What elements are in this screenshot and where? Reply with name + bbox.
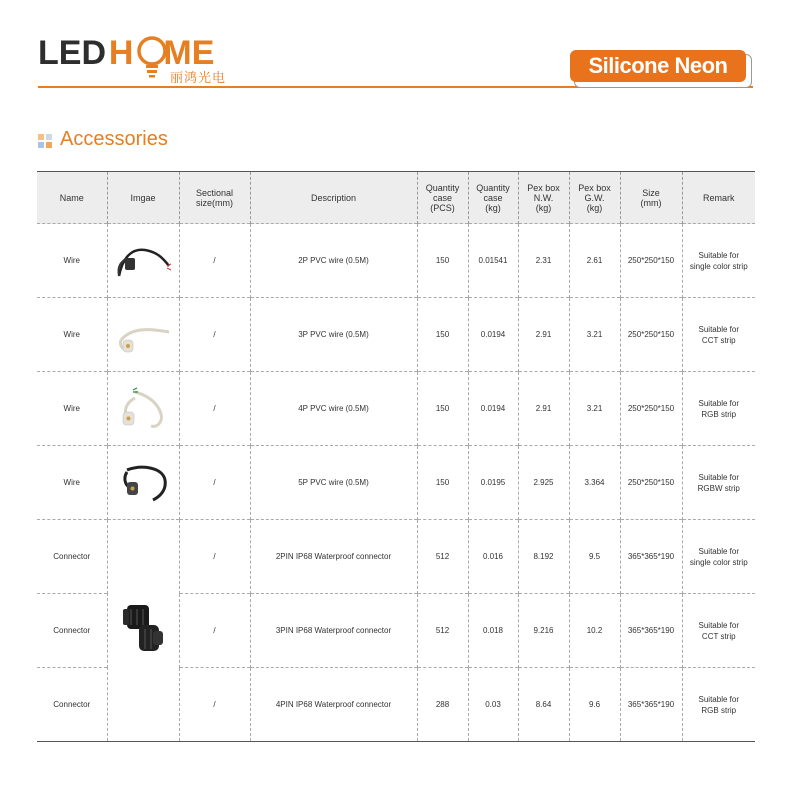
product-line-badge — [570, 50, 750, 84]
cell-gross-weight: 9.5 — [569, 520, 620, 594]
table-row — [37, 298, 755, 372]
wire-4p-icon — [113, 384, 173, 434]
cell-size: 250*250*150 — [620, 298, 682, 372]
cell-name: Wire — [37, 298, 107, 372]
lightbulb-icon — [136, 35, 168, 79]
header-name: Name — [37, 172, 107, 224]
cell-description: 4PIN IP68 Waterproof connector — [250, 668, 417, 742]
cell-gross-weight: 10.2 — [569, 594, 620, 668]
cell-remark: Suitable for RGB strip — [682, 372, 755, 446]
table-header-row — [37, 172, 755, 224]
header-size: Size (mm) — [620, 172, 682, 224]
cell-description: 3P PVC wire (0.5M) — [250, 298, 417, 372]
cell-remark: Suitable for single color strip — [682, 224, 755, 298]
cell-image — [107, 298, 179, 372]
cell-description: 5P PVC wire (0.5M) — [250, 446, 417, 520]
waterproof-connector-icon — [113, 595, 173, 667]
cell-quantity-pcs: 512 — [417, 520, 468, 594]
cell-description: 2PIN IP68 Waterproof connector — [250, 520, 417, 594]
header-remark: Remark — [682, 172, 755, 224]
cell-remark: Suitable for RGB strip — [682, 668, 755, 742]
cell-quantity-kg: 0.018 — [468, 594, 518, 668]
cell-net-weight: 2.925 — [518, 446, 569, 520]
cell-net-weight: 2.91 — [518, 372, 569, 446]
cell-quantity-pcs: 150 — [417, 372, 468, 446]
cell-quantity-kg: 0.03 — [468, 668, 518, 742]
company-logo — [38, 33, 238, 86]
table-row — [37, 372, 755, 446]
cell-description: 2P PVC wire (0.5M) — [250, 224, 417, 298]
cell-size: 365*365*190 — [620, 520, 682, 594]
cell-gross-weight: 3.21 — [569, 372, 620, 446]
cell-name: Wire — [37, 446, 107, 520]
cell-gross-weight: 3.364 — [569, 446, 620, 520]
cell-sectional: / — [179, 224, 250, 298]
cell-quantity-kg: 0.0195 — [468, 446, 518, 520]
cell-gross-weight: 3.21 — [569, 298, 620, 372]
cell-net-weight: 2.31 — [518, 224, 569, 298]
logo-wordmark: LED H ME — [38, 34, 215, 72]
cell-gross-weight: 2.61 — [569, 224, 620, 298]
cell-description: 4P PVC wire (0.5M) — [250, 372, 417, 446]
squares-icon — [38, 134, 52, 148]
cell-image — [107, 520, 179, 742]
cell-quantity-kg: 0.0194 — [468, 372, 518, 446]
cell-image — [107, 372, 179, 446]
logo-chinese-name: 丽鸿光电 — [170, 71, 227, 86]
header-sectional: Sectional size(mm) — [179, 172, 250, 224]
cell-description: 3PIN IP68 Waterproof connector — [250, 594, 417, 668]
cell-net-weight: 9.216 — [518, 594, 569, 668]
cell-size: 365*365*190 — [620, 668, 682, 742]
cell-image — [107, 224, 179, 298]
accessories-table — [37, 171, 755, 742]
cell-sectional: / — [179, 520, 250, 594]
cell-quantity-pcs: 150 — [417, 298, 468, 372]
cell-size: 250*250*150 — [620, 372, 682, 446]
cell-quantity-pcs: 150 — [417, 224, 468, 298]
cell-quantity-pcs: 288 — [417, 668, 468, 742]
cell-name: Connector — [37, 520, 107, 594]
cell-quantity-kg: 0.016 — [468, 520, 518, 594]
cell-net-weight: 8.64 — [518, 668, 569, 742]
table-row — [37, 446, 755, 520]
cell-sectional: / — [179, 298, 250, 372]
cell-sectional: / — [179, 446, 250, 520]
table-row — [37, 520, 755, 594]
cell-name: Wire — [37, 224, 107, 298]
cell-remark: Suitable for single color strip — [682, 520, 755, 594]
header-description: Description — [250, 172, 417, 224]
cell-quantity-kg: 0.0194 — [468, 298, 518, 372]
table-row — [37, 224, 755, 298]
cell-size: 250*250*150 — [620, 224, 682, 298]
cell-remark: Suitable for CCT strip — [682, 594, 755, 668]
header-net-weight: Pex box N.W. (kg) — [518, 172, 569, 224]
cell-remark: Suitable for CCT strip — [682, 298, 755, 372]
cell-name: Connector — [37, 668, 107, 742]
header-quantity-pcs: Quantity case (PCS) — [417, 172, 468, 224]
header-quantity-kg: Quantity case (kg) — [468, 172, 518, 224]
cell-quantity-pcs: 150 — [417, 446, 468, 520]
cell-net-weight: 2.91 — [518, 298, 569, 372]
cell-sectional: / — [179, 594, 250, 668]
header-gross-weight: Pex box G.W. (kg) — [569, 172, 620, 224]
page-header — [0, 0, 795, 96]
cell-size: 250*250*150 — [620, 446, 682, 520]
section-title: Accessories — [60, 128, 168, 150]
cell-sectional: / — [179, 668, 250, 742]
cell-quantity-kg: 0.01541 — [468, 224, 518, 298]
header-image: Imgae — [107, 172, 179, 224]
cell-quantity-pcs: 512 — [417, 594, 468, 668]
product-line-label: Silicone Neon — [570, 50, 746, 82]
cell-name: Connector — [37, 594, 107, 668]
cell-gross-weight: 9.6 — [569, 668, 620, 742]
wire-3p-icon — [113, 310, 173, 360]
cell-net-weight: 8.192 — [518, 520, 569, 594]
cell-size: 365*365*190 — [620, 594, 682, 668]
wire-5p-icon — [113, 458, 173, 508]
cell-remark: Suitable for RGBW strip — [682, 446, 755, 520]
cell-image — [107, 446, 179, 520]
cell-name: Wire — [37, 372, 107, 446]
cell-sectional: / — [179, 372, 250, 446]
wire-2p-icon — [113, 236, 173, 286]
